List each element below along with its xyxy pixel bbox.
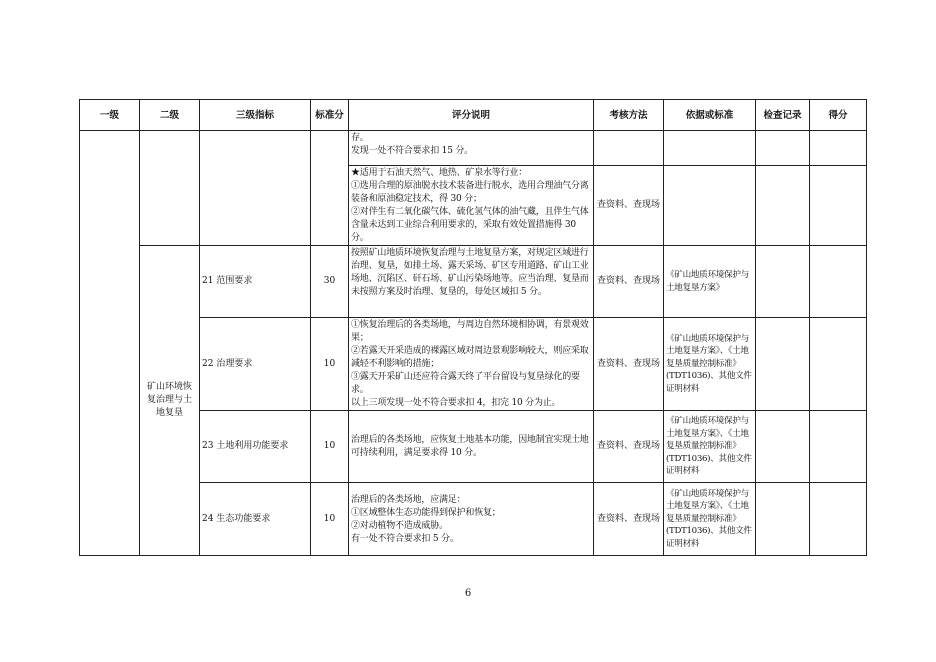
- score-cell: 10: [311, 483, 349, 556]
- description-cell: 存。 发现一处不符合要求扣 15 分。: [349, 131, 594, 166]
- method-cell: [594, 131, 664, 166]
- score-cell: [311, 131, 349, 246]
- description-cell: ★适用于石油天然气、地热、矿泉水等行业： ①选用合理的原油脱水技术装备进行脱水，选用合理油气分离装备和原油稳定技术，得 30 分； ②对伴生有二氧化碳气体、硫化氢气体的油气藏，且伴生气体含量未达到工业综合利用要求的，采取有效处置措施得 30 分。: [349, 166, 594, 246]
- score-cell: 10: [311, 411, 349, 483]
- description-cell: 治理后的各类场地，应恢复土地基本功能，因地制宜实现土地可持续利用，满足要求得 10 分。: [349, 411, 594, 483]
- method-cell: 查资料、查现场: [594, 166, 664, 246]
- header-result-score: 得分: [810, 100, 867, 131]
- basis-cell: 《矿山地质环境保护与土地复垦方案》: [664, 246, 756, 318]
- level3-cell: [200, 131, 311, 246]
- table-row: [80, 131, 867, 166]
- description-cell: 治理后的各类场地，应满足： ①区域整体生态功能得到保护和恢复； ②对动植物不造成威胁。 有一处不符合要求扣 5 分。: [349, 483, 594, 556]
- check-record-cell[interactable]: [756, 246, 810, 318]
- page-number: 6: [464, 588, 472, 599]
- header-basis: 依据或标准: [664, 100, 756, 131]
- header-description: 评分说明: [349, 100, 594, 131]
- table-row: [80, 246, 867, 318]
- check-record-cell[interactable]: [756, 318, 810, 411]
- result-score-cell[interactable]: [810, 131, 867, 166]
- level3-cell: 21 范围要求: [200, 246, 311, 318]
- method-cell: 查资料、查现场: [594, 483, 664, 556]
- method-cell: 查资料、查现场: [594, 246, 664, 318]
- level2-cell: 矿山环境恢 复治理与土 地复垦: [140, 246, 200, 556]
- header-level1: 一级: [80, 100, 140, 131]
- level1-cell: [80, 131, 140, 556]
- header-level3: 三级指标: [200, 100, 311, 131]
- header-check-record: 检查记录: [756, 100, 810, 131]
- description-cell: 按照矿山地质环境恢复治理与土地复垦方案，对规定区域进行治理、复垦，如排土场、露天采场、矿区专用道路、矿山工业场地、沉陷区、矸石场、矿山污染场地等。应当治理、复垦而未按照方案及时治理、复垦的，每处区域扣 5 分。: [349, 246, 594, 318]
- level3-cell: 22 治理要求: [200, 318, 311, 411]
- basis-cell: 《矿山地质环境保护与土地复垦方案》、《土地复垦质量控制标准》(TDT1036)、其他文件证明材料: [664, 483, 756, 556]
- basis-cell: [664, 166, 756, 246]
- result-score-cell[interactable]: [810, 246, 867, 318]
- header-method: 考核方法: [594, 100, 664, 131]
- check-record-cell[interactable]: [756, 166, 810, 246]
- result-score-cell[interactable]: [810, 411, 867, 483]
- level3-cell: 24 生态功能要求: [200, 483, 311, 556]
- level3-cell: 23 土地利用功能要求: [200, 411, 311, 483]
- level2-cell: [140, 131, 200, 246]
- check-record-cell[interactable]: [756, 411, 810, 483]
- check-record-cell[interactable]: [756, 483, 810, 556]
- scoring-table: [79, 99, 867, 556]
- description-cell: ①恢复治理后的各类场地，与周边自然环境相协调，有景观效果； ②若露天开采造成的裸露区域对周边景观影响较大，则应采取减轻不利影响的措施； ③露天开采矿山还应符合露天终了平台留设与复垦绿化的要求。 以上三项发现一处不符合要求扣 4，扣完 10 分为止。: [349, 318, 594, 411]
- table-header-row: [80, 100, 867, 131]
- result-score-cell[interactable]: [810, 483, 867, 556]
- basis-cell: 《矿山地质环境保护与土地复垦方案》、《土地复垦质量控制标准》(TDT1036)、其他文件证明材料: [664, 411, 756, 483]
- result-score-cell[interactable]: [810, 318, 867, 411]
- basis-cell: [664, 131, 756, 166]
- score-cell: 10: [311, 318, 349, 411]
- score-cell: 30: [311, 246, 349, 318]
- method-cell: 查资料、查现场: [594, 318, 664, 411]
- check-record-cell[interactable]: [756, 131, 810, 166]
- basis-cell: 《矿山地质环境保护与土地复垦方案》、《土地复垦质量控制标准》(TDT1036)、其他文件证明材料: [664, 318, 756, 411]
- method-cell: 查资料、查现场: [594, 411, 664, 483]
- header-standard-score: 标准分: [311, 100, 349, 131]
- header-level2: 二级: [140, 100, 200, 131]
- result-score-cell[interactable]: [810, 166, 867, 246]
